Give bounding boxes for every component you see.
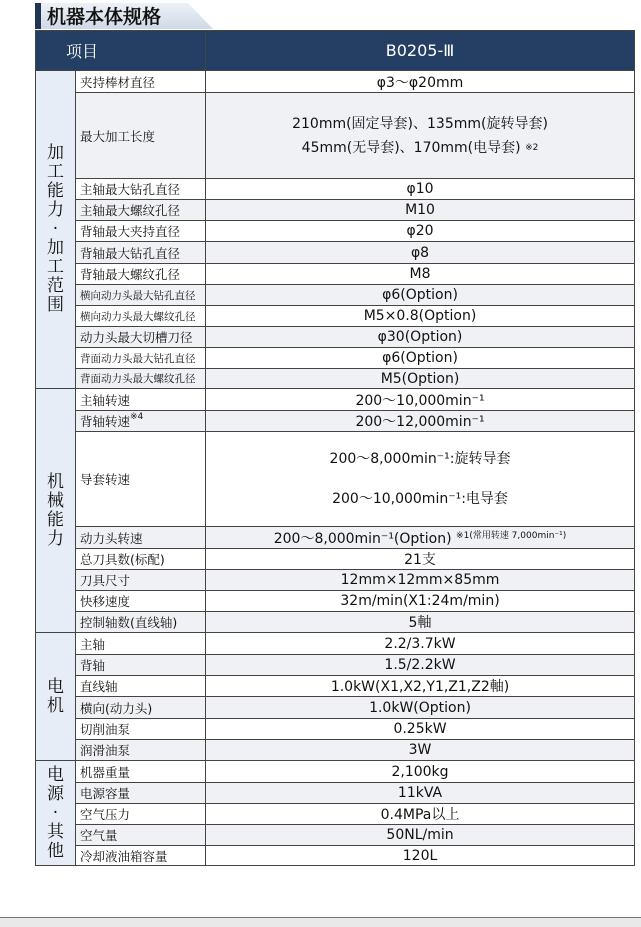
header-item: 项目 bbox=[36, 31, 206, 71]
row-value: 200～10,000min⁻¹ bbox=[206, 389, 635, 411]
group-label-processing: 加工能力·加工范围 bbox=[36, 71, 76, 389]
table-row bbox=[36, 264, 635, 285]
row-value: φ3～φ20mm bbox=[206, 71, 635, 93]
row-value: 1.5/2.2kW bbox=[206, 655, 635, 676]
row-value: 200～12,000min⁻¹ bbox=[206, 411, 635, 432]
row-name: 背轴 bbox=[76, 655, 206, 676]
table-row bbox=[36, 71, 635, 93]
row-value: 3W bbox=[206, 740, 635, 761]
table-row bbox=[36, 825, 635, 846]
row-value: 120L bbox=[206, 846, 635, 866]
row-name: 刀具尺寸 bbox=[76, 570, 206, 591]
row-name: 快移速度 bbox=[76, 591, 206, 612]
row-name: 空气压力 bbox=[76, 804, 206, 825]
row-name: 直线轴 bbox=[76, 676, 206, 697]
row-name: 背轴转速$^{※4}$ bbox=[76, 411, 206, 432]
row-value: φ8 bbox=[206, 242, 635, 264]
table-row bbox=[36, 369, 635, 389]
table-row bbox=[36, 432, 635, 527]
row-value: 12mm×12mm×85mm bbox=[206, 570, 635, 591]
row-name: 背面动力头最大螺纹孔径 bbox=[76, 369, 206, 389]
table-row bbox=[36, 846, 635, 866]
row-name: 导套转速 bbox=[76, 432, 206, 527]
table-row bbox=[36, 348, 635, 369]
row-name: 背面动力头最大钻孔直径 bbox=[76, 348, 206, 369]
row-value: φ30(Option) bbox=[206, 327, 635, 348]
row-value: M5×0.8(Option) bbox=[206, 306, 635, 327]
row-name: 背轴最大螺纹孔径 bbox=[76, 264, 206, 285]
table-row bbox=[36, 761, 635, 783]
group-label-power-other: 电源·其他 bbox=[36, 761, 76, 866]
row-value: 32m/min(X1:24m/min) bbox=[206, 591, 635, 612]
row-value: φ6(Option) bbox=[206, 348, 635, 369]
table-row bbox=[36, 591, 635, 612]
row-value: φ6(Option) bbox=[206, 285, 635, 306]
row-value: 200～8,000min⁻¹(Option) $^{※1(常用转速 7,000min^{-1})}$ bbox=[206, 527, 635, 549]
row-value: 50NL/min bbox=[206, 825, 635, 846]
table-row bbox=[36, 719, 635, 740]
row-value: 21支 bbox=[206, 549, 635, 570]
table-row bbox=[36, 306, 635, 327]
row-value: M8 bbox=[206, 264, 635, 285]
table-row bbox=[36, 527, 635, 549]
row-name: 电源容量 bbox=[76, 783, 206, 804]
row-name: 动力头最大切槽刀径 bbox=[76, 327, 206, 348]
table-row bbox=[36, 285, 635, 306]
page-title: 机器本体规格 bbox=[47, 6, 162, 28]
row-value: 200～8,000min⁻¹:旋转导套 200～10,000min⁻¹:电导套 bbox=[206, 432, 635, 527]
row-name: 背轴最大夹持直径 bbox=[76, 221, 206, 242]
row-name: 控制轴数(直线轴) bbox=[76, 612, 206, 633]
row-value: M5(Option) bbox=[206, 369, 635, 389]
table-row bbox=[36, 93, 635, 179]
row-name: 空气量 bbox=[76, 825, 206, 846]
table-row bbox=[36, 200, 635, 221]
row-name: 横向动力头最大钻孔直径 bbox=[76, 285, 206, 306]
table-row bbox=[36, 633, 635, 655]
row-name: 润滑油泵 bbox=[76, 740, 206, 761]
row-name: 主轴 bbox=[76, 633, 206, 655]
row-name: 切削油泵 bbox=[76, 719, 206, 740]
group-label-machine: 机械能力 bbox=[36, 389, 76, 633]
spec-table bbox=[35, 30, 635, 866]
row-value: 0.4MPa以上 bbox=[206, 804, 635, 825]
table-row bbox=[36, 242, 635, 264]
table-row bbox=[36, 697, 635, 719]
row-name: 主轴最大螺纹孔径 bbox=[76, 200, 206, 221]
table-row bbox=[36, 411, 635, 432]
group-label-motor: 电机 bbox=[36, 633, 76, 761]
table-row bbox=[36, 389, 635, 411]
row-value: M10 bbox=[206, 200, 635, 221]
row-value: 1.0kW(Option) bbox=[206, 697, 635, 719]
row-name: 横向动力头最大螺纹孔径 bbox=[76, 306, 206, 327]
row-name: 主轴转速 bbox=[76, 389, 206, 411]
table-row bbox=[36, 179, 635, 200]
table-row bbox=[36, 612, 635, 633]
table-row bbox=[36, 549, 635, 570]
row-name: 横向(动力头) bbox=[76, 697, 206, 719]
row-value: φ20 bbox=[206, 221, 635, 242]
table-row bbox=[36, 804, 635, 825]
row-value: 210mm(固定导套)、135mm(旋转导套) 45mm(无导套)、170mm(电导套) $^{※2}$ bbox=[206, 93, 635, 179]
row-value: 2,100kg bbox=[206, 761, 635, 783]
row-name: 冷却液油箱容量 bbox=[76, 846, 206, 866]
row-value: 2.2/3.7kW bbox=[206, 633, 635, 655]
title-accent-bar bbox=[35, 3, 41, 29]
row-name: 总刀具数(标配) bbox=[76, 549, 206, 570]
row-name: 动力头转速 bbox=[76, 527, 206, 549]
table-header-row bbox=[36, 31, 635, 71]
row-name: 夹持棒材直径 bbox=[76, 71, 206, 93]
table-row bbox=[36, 327, 635, 348]
table-row bbox=[36, 783, 635, 804]
table-row bbox=[36, 740, 635, 761]
row-value: 11kVA bbox=[206, 783, 635, 804]
row-name: 主轴最大钻孔直径 bbox=[76, 179, 206, 200]
row-value: 0.25kW bbox=[206, 719, 635, 740]
table-row bbox=[36, 655, 635, 676]
row-name: 机器重量 bbox=[76, 761, 206, 783]
table-row bbox=[36, 570, 635, 591]
row-name: 背轴最大钻孔直径 bbox=[76, 242, 206, 264]
table-row bbox=[36, 676, 635, 697]
header-model: B0205-Ⅲ bbox=[206, 31, 635, 71]
row-name: 最大加工长度 bbox=[76, 93, 206, 179]
row-value: 5軸 bbox=[206, 612, 635, 633]
table-row bbox=[36, 221, 635, 242]
row-value: φ10 bbox=[206, 179, 635, 200]
row-value: 1.0kW(X1,X2,Y1,Z1,Z2軸) bbox=[206, 676, 635, 697]
